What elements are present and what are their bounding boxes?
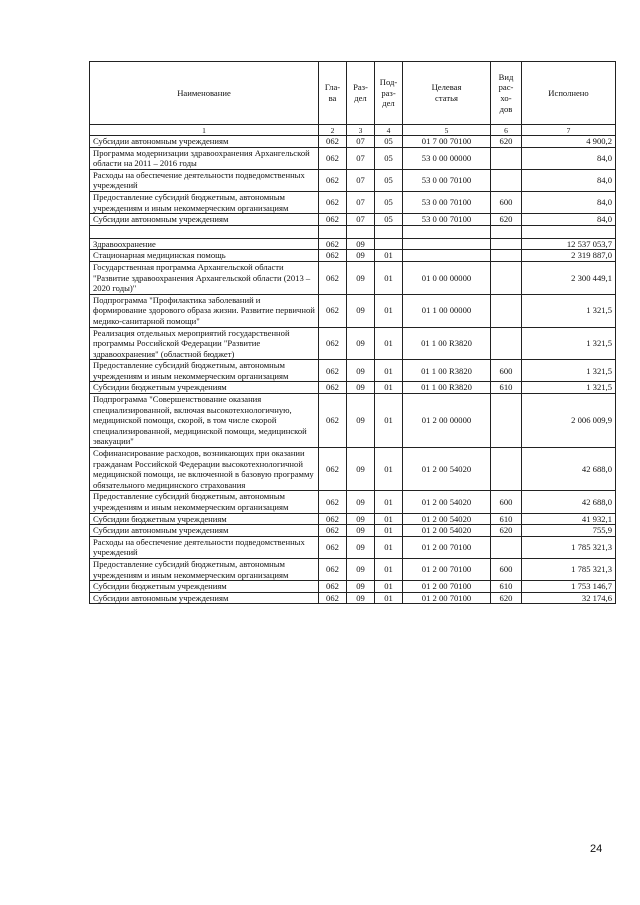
table-row [90, 225, 616, 238]
table-row [90, 558, 616, 580]
row-razdel: 09 [347, 294, 375, 327]
row-vid [491, 169, 522, 191]
row-glava: 062 [319, 360, 347, 382]
header-razdel [347, 62, 375, 125]
row-vid [491, 225, 522, 238]
header-ispolneno: Исполнено [522, 62, 616, 125]
row-name: Реализация отдельных мероприятий государственной программы Российской Федерации "Развитие здравоохранения" (областной бюджет) [90, 327, 319, 360]
row-ispolneno: 2 319 887,0 [522, 250, 616, 262]
row-podrazdel: 01 [375, 394, 403, 448]
row-ispolneno: 84,0 [522, 191, 616, 213]
column-number: 3 [347, 125, 375, 136]
row-glava: 062 [319, 214, 347, 226]
table-row [90, 513, 616, 525]
table-row [90, 382, 616, 394]
row-glava: 062 [319, 169, 347, 191]
row-statya [403, 238, 491, 250]
row-podrazdel [375, 238, 403, 250]
row-statya: 53 0 00 00000 [403, 147, 491, 169]
row-name: Расходы на обеспечение деятельности подведомственных учреждений [90, 536, 319, 558]
row-statya: 01 1 00 R3820 [403, 360, 491, 382]
row-ispolneno: 1 785 321,3 [522, 536, 616, 558]
row-name: Субсидии автономным учреждениям [90, 136, 319, 148]
row-ispolneno: 84,0 [522, 214, 616, 226]
row-glava: 062 [319, 327, 347, 360]
row-razdel: 09 [347, 327, 375, 360]
row-glava: 062 [319, 581, 347, 593]
row-vid [491, 327, 522, 360]
row-ispolneno: 1 321,5 [522, 382, 616, 394]
header-vid-text: Вид рас- хо- дов [498, 71, 514, 114]
row-statya: 01 0 00 00000 [403, 261, 491, 294]
row-glava [319, 225, 347, 238]
row-statya: 53 0 00 70100 [403, 214, 491, 226]
table-row [90, 238, 616, 250]
row-statya: 01 2 00 54020 [403, 513, 491, 525]
row-ispolneno: 42 688,0 [522, 491, 616, 513]
table-row [90, 360, 616, 382]
row-vid: 600 [491, 491, 522, 513]
header-name: Наименование [90, 62, 319, 125]
table-row [90, 448, 616, 491]
row-razdel [347, 225, 375, 238]
row-glava: 062 [319, 558, 347, 580]
row-ispolneno: 755,9 [522, 525, 616, 537]
row-name: Предоставление субсидий бюджетным, автономным учреждениям и иным некоммерческим организациям [90, 491, 319, 513]
row-ispolneno: 1 753 146,7 [522, 581, 616, 593]
header-podrazdel-text: Под- раз- дел [379, 77, 398, 109]
table-row [90, 294, 616, 327]
row-podrazdel: 01 [375, 250, 403, 262]
column-number: 1 [90, 125, 319, 136]
row-razdel: 07 [347, 191, 375, 213]
row-name: Предоставление субсидий бюджетным, автономным учреждениям и иным некоммерческим организациям [90, 191, 319, 213]
row-podrazdel: 05 [375, 136, 403, 148]
row-ispolneno: 2 006 009,9 [522, 394, 616, 448]
row-podrazdel: 01 [375, 558, 403, 580]
row-name: Расходы на обеспечение деятельности подведомственных учреждений [90, 169, 319, 191]
row-glava: 062 [319, 536, 347, 558]
row-podrazdel: 01 [375, 491, 403, 513]
row-vid [491, 261, 522, 294]
row-vid: 610 [491, 581, 522, 593]
row-glava: 062 [319, 513, 347, 525]
table-row [90, 261, 616, 294]
row-vid: 610 [491, 513, 522, 525]
row-glava: 062 [319, 136, 347, 148]
table-row [90, 536, 616, 558]
row-razdel: 09 [347, 513, 375, 525]
row-glava: 062 [319, 261, 347, 294]
row-statya [403, 225, 491, 238]
row-razdel: 07 [347, 169, 375, 191]
row-glava: 062 [319, 382, 347, 394]
row-vid: 600 [491, 191, 522, 213]
row-name: Стационарная медицинская помощь [90, 250, 319, 262]
row-glava: 062 [319, 294, 347, 327]
table-row [90, 592, 616, 604]
row-vid [491, 147, 522, 169]
row-name: Субсидии автономным учреждениям [90, 525, 319, 537]
row-podrazdel: 01 [375, 525, 403, 537]
row-razdel: 07 [347, 136, 375, 148]
row-razdel: 09 [347, 536, 375, 558]
row-vid: 620 [491, 592, 522, 604]
row-glava: 062 [319, 525, 347, 537]
row-razdel: 09 [347, 261, 375, 294]
row-ispolneno: 1 321,5 [522, 327, 616, 360]
header-statya-text: Целевая статья [431, 82, 462, 103]
row-podrazdel [375, 225, 403, 238]
row-razdel: 09 [347, 360, 375, 382]
row-glava: 062 [319, 238, 347, 250]
row-podrazdel: 05 [375, 191, 403, 213]
row-statya: 01 1 00 R3820 [403, 382, 491, 394]
row-razdel: 09 [347, 491, 375, 513]
table-row [90, 491, 616, 513]
row-vid [491, 250, 522, 262]
row-vid: 600 [491, 360, 522, 382]
header-statya [403, 62, 491, 125]
row-name: Софинансирование расходов, возникающих при оказании гражданам Российской Федерации высокотехнологичной медицинской помощи, не включенной в базовую программу обязательного медицинского страхования [90, 448, 319, 491]
row-razdel: 07 [347, 214, 375, 226]
row-vid [491, 448, 522, 491]
table-body [90, 136, 616, 604]
row-ispolneno: 1 785 321,3 [522, 558, 616, 580]
row-statya: 01 1 00 00000 [403, 294, 491, 327]
row-name: Государственная программа Архангельской области "Развитие здравоохранения Архангельской области (2013 – 2020 годы)" [90, 261, 319, 294]
row-statya: 01 2 00 54020 [403, 491, 491, 513]
row-vid: 620 [491, 214, 522, 226]
header-vid [491, 62, 522, 125]
table-row [90, 327, 616, 360]
row-glava: 062 [319, 147, 347, 169]
row-statya: 53 0 00 70100 [403, 169, 491, 191]
row-name: Подпрограмма "Совершенствование оказания специализированной, включая высокотехнологичную, медицинской помощи, скорой, в том числе скорой специализированной, медицинской помощи, медицинской эвакуации" [90, 394, 319, 448]
row-podrazdel: 05 [375, 214, 403, 226]
header-glava [319, 62, 347, 125]
column-number: 5 [403, 125, 491, 136]
row-podrazdel: 01 [375, 327, 403, 360]
column-number-row [90, 125, 616, 136]
row-statya: 01 7 00 70100 [403, 136, 491, 148]
row-statya: 01 2 00 70100 [403, 592, 491, 604]
row-ispolneno: 1 321,5 [522, 294, 616, 327]
row-vid [491, 238, 522, 250]
row-ispolneno: 1 321,5 [522, 360, 616, 382]
row-razdel: 09 [347, 394, 375, 448]
row-razdel: 09 [347, 525, 375, 537]
table-row [90, 136, 616, 148]
row-podrazdel: 01 [375, 448, 403, 491]
row-ispolneno: 41 932,1 [522, 513, 616, 525]
row-glava: 062 [319, 394, 347, 448]
row-statya: 01 2 00 00000 [403, 394, 491, 448]
column-number: 6 [491, 125, 522, 136]
row-name: Предоставление субсидий бюджетным, автономным учреждениям и иным некоммерческим организациям [90, 558, 319, 580]
row-ispolneno: 84,0 [522, 147, 616, 169]
row-glava: 062 [319, 191, 347, 213]
row-name: Субсидии бюджетным учреждениям [90, 382, 319, 394]
table-row [90, 214, 616, 226]
column-number: 7 [522, 125, 616, 136]
row-ispolneno: 12 537 053,7 [522, 238, 616, 250]
row-statya: 53 0 00 70100 [403, 191, 491, 213]
row-vid [491, 394, 522, 448]
row-name: Субсидии автономным учреждениям [90, 214, 319, 226]
column-number: 4 [375, 125, 403, 136]
row-razdel: 09 [347, 581, 375, 593]
row-name: Здравоохранение [90, 238, 319, 250]
row-podrazdel: 01 [375, 360, 403, 382]
column-number: 2 [319, 125, 347, 136]
table-row [90, 525, 616, 537]
budget-table [89, 61, 616, 604]
row-vid: 610 [491, 382, 522, 394]
row-statya: 01 1 00 R3820 [403, 327, 491, 360]
row-ispolneno: 42 688,0 [522, 448, 616, 491]
row-statya [403, 250, 491, 262]
row-podrazdel: 05 [375, 169, 403, 191]
table-row [90, 169, 616, 191]
row-name: Субсидии бюджетным учреждениям [90, 581, 319, 593]
row-vid: 620 [491, 525, 522, 537]
row-statya: 01 2 00 70100 [403, 558, 491, 580]
row-vid [491, 294, 522, 327]
row-razdel: 09 [347, 238, 375, 250]
row-name: Программа модернизации здравоохранения Архангельской области на 2011 – 2016 годы [90, 147, 319, 169]
row-vid: 620 [491, 136, 522, 148]
row-glava: 062 [319, 491, 347, 513]
row-razdel: 09 [347, 592, 375, 604]
row-podrazdel: 01 [375, 581, 403, 593]
row-ispolneno: 84,0 [522, 169, 616, 191]
row-statya: 01 2 00 54020 [403, 448, 491, 491]
row-razdel: 09 [347, 448, 375, 491]
row-podrazdel: 01 [375, 261, 403, 294]
table-row [90, 147, 616, 169]
row-vid [491, 536, 522, 558]
table-row [90, 250, 616, 262]
table-row [90, 581, 616, 593]
row-ispolneno: 2 300 449,1 [522, 261, 616, 294]
row-ispolneno: 4 900,2 [522, 136, 616, 148]
table-row [90, 191, 616, 213]
row-podrazdel: 01 [375, 536, 403, 558]
row-name: Субсидии автономным учреждениям [90, 592, 319, 604]
row-name: Подпрограмма "Профилактика заболеваний и формирование здорового образа жизни. Развитие первичной медико-санитарной помощи" [90, 294, 319, 327]
header-razdel-text: Раз- дел [353, 82, 368, 103]
row-name [90, 225, 319, 238]
row-razdel: 09 [347, 558, 375, 580]
row-glava: 062 [319, 250, 347, 262]
row-name: Предоставление субсидий бюджетным, автономным учреждениям и иным некоммерческим организациям [90, 360, 319, 382]
row-razdel: 09 [347, 250, 375, 262]
row-glava: 062 [319, 448, 347, 491]
row-podrazdel: 05 [375, 147, 403, 169]
row-glava: 062 [319, 592, 347, 604]
page-number: 24 [590, 843, 603, 855]
header-podrazdel [375, 62, 403, 125]
row-name: Субсидии бюджетным учреждениям [90, 513, 319, 525]
row-podrazdel: 01 [375, 513, 403, 525]
table-row [90, 394, 616, 448]
row-podrazdel: 01 [375, 294, 403, 327]
row-razdel: 07 [347, 147, 375, 169]
row-razdel: 09 [347, 382, 375, 394]
row-statya: 01 2 00 70100 [403, 581, 491, 593]
row-podrazdel: 01 [375, 382, 403, 394]
row-podrazdel: 01 [375, 592, 403, 604]
row-ispolneno [522, 225, 616, 238]
header-glava-text: Гла- ва [324, 82, 341, 103]
row-ispolneno: 32 174,6 [522, 592, 616, 604]
table-header-row [90, 62, 616, 125]
row-statya: 01 2 00 54020 [403, 525, 491, 537]
row-statya: 01 2 00 70100 [403, 536, 491, 558]
row-vid: 600 [491, 558, 522, 580]
